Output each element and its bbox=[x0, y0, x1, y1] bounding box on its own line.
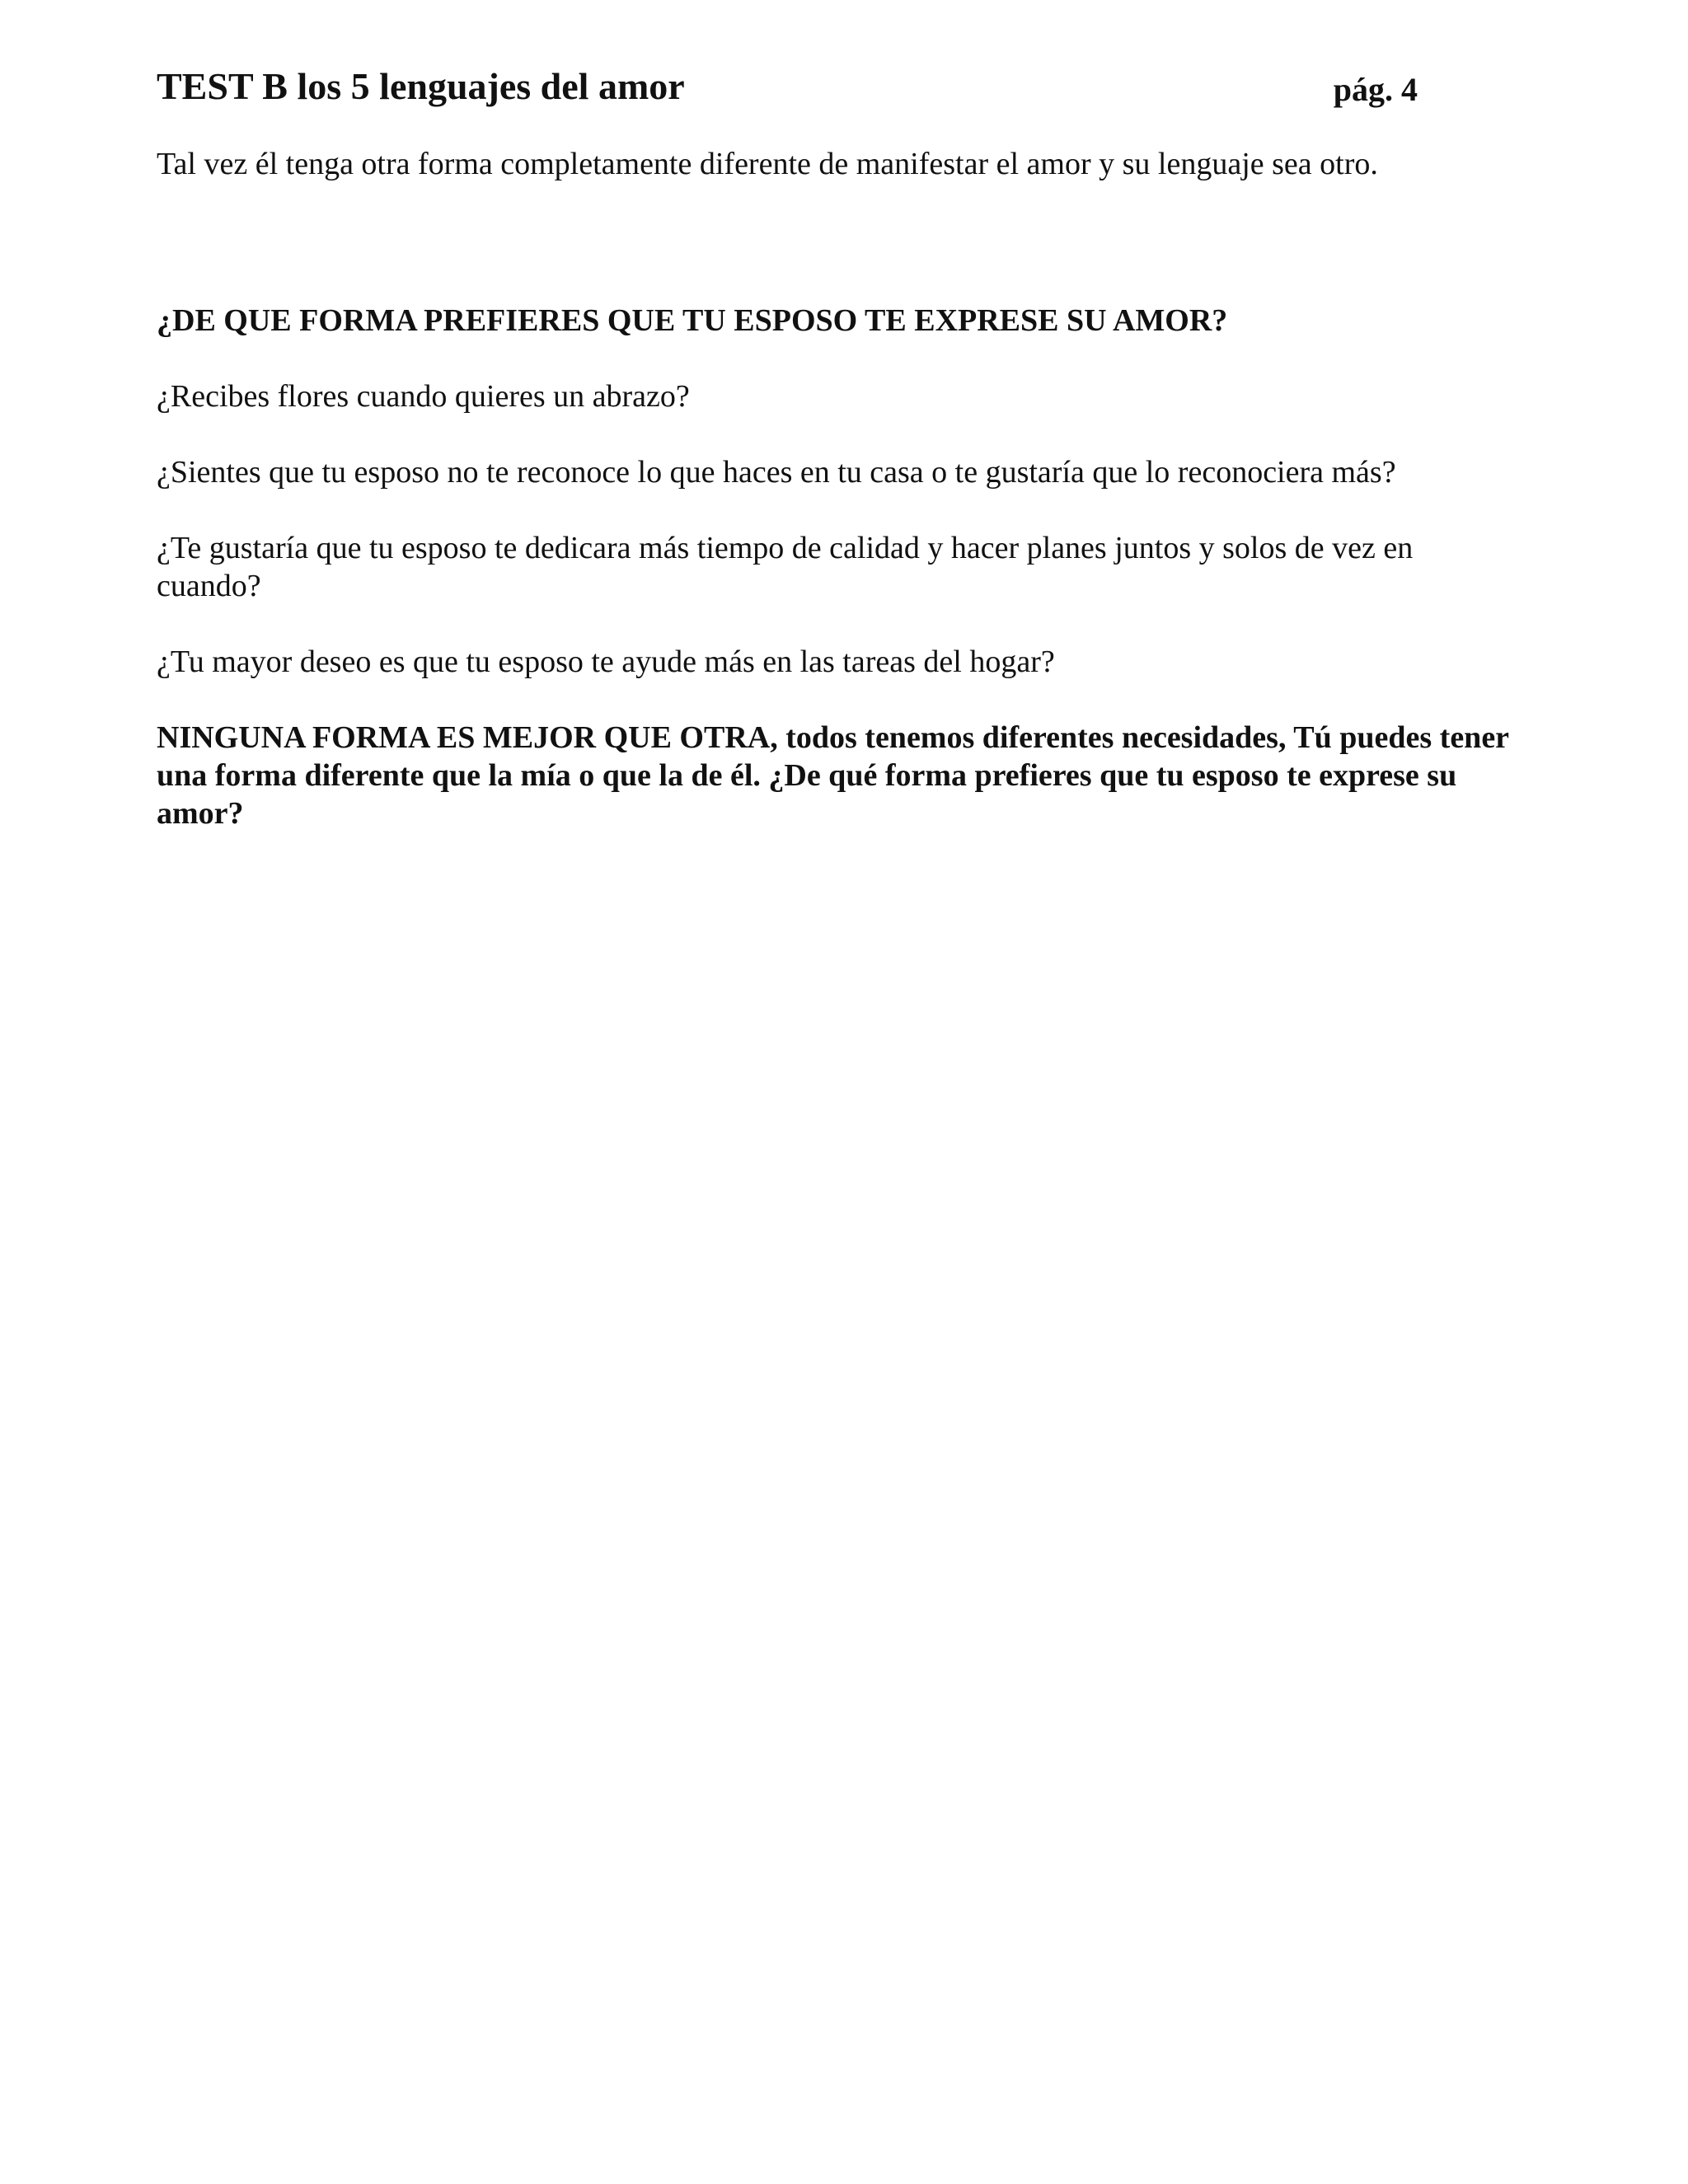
section-heading: ¿DE QUE FORMA PREFIERES QUE TU ESPOSO TE EXPRESE SU AMOR? bbox=[157, 303, 1228, 338]
question-item: ¿Te gustaría que tu esposo te dedicara más tiempo de calidad y hacer planes juntos y solos de vez en cuando? bbox=[157, 531, 1414, 603]
page-header bbox=[157, 58, 1418, 115]
question-item: ¿Tu mayor deseo es que tu esposo te ayude más en las tareas del hogar? bbox=[157, 644, 1055, 679]
conclusion-paragraph: NINGUNA FORMA ES MEJOR QUE OTRA, todos tenemos diferentes necesidades, Tú puedes tener una forma diferente que la mía o que la de él. ¿De qué forma prefieres que tu esposo te exprese su amor? bbox=[157, 720, 1509, 831]
question-item: ¿Sientes que tu esposo no te reconoce lo que haces en tu casa o te gustaría que lo reconociera más? bbox=[157, 455, 1396, 490]
page-number: pág. 4 bbox=[1333, 71, 1418, 108]
question-item: ¿Recibes flores cuando quieres un abrazo? bbox=[157, 379, 690, 414]
intro-paragraph: Tal vez él tenga otra forma completamente diferente de manifestar el amor y su lenguaje sea otro. bbox=[157, 147, 1378, 181]
document-title: TEST B los 5 lenguajes del amor bbox=[157, 65, 685, 107]
